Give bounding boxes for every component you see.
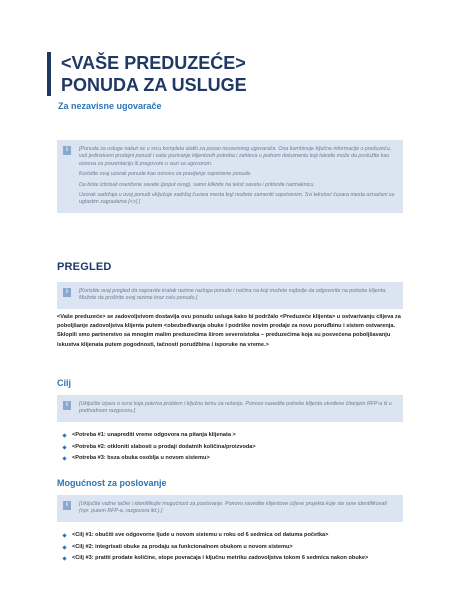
tip-cilj-text: [Uključite izjavu o svrsi koja pokriva problem i ključnu temu za rešenje. Ponovo navedite potrebe klijenta utvrđene čitanjem RFP-a ili u prethodnom razgovoru.] <box>79 401 392 415</box>
tip-mogucnost-text: [Uključite važne tačke i identifikujte mogućnost za poslovanje. Ponovo navedite klijentove ciljeve projekta koje ste rane identifikovali (npr. putem RFP-a, razgovora itd.).] <box>79 501 387 515</box>
info-icon: i <box>63 146 71 155</box>
list-item: <Potreba #2: otkloniti slabosti u prodaji dodatnih količina/proizvoda> <box>62 444 402 452</box>
list-item: <Cilj #2: integrisati obuke za prodaju sa funkcionalnom obukom u novom sistemu> <box>62 544 402 552</box>
document-title: PONUDA ZA USLUGE <box>61 75 247 95</box>
info-icon: i <box>63 288 71 297</box>
tip-intro-paragraph: [Ponuda za usluge nalazi se u srcu kompleta alatki za posao nezavisnog ugovarača. Ona kombinuje ključne informacije o preduzeću, vaš jedinstveni prodajni ponudi i vaše pozivanje klijentovih potreba i zahteva u jednom dokumentu koji takođe može da poslužite kao osnova za prezentaciju ili pregovore u vezi sa ugovorom. <box>79 146 392 167</box>
list-item: <Cilj #3: pratiti prodate količine, stope povraćaja i ključnu metriku zadovoljstva tokom 6 sedmica nakon obuke> <box>62 555 402 563</box>
tip-intro-paragraph: Koristite ovaj uzorak ponude kao osnovu za pravljenje sopstvene ponude. <box>79 171 252 178</box>
list-item: <Potreba #1: unaprediti vreme odgovora na pitanja klijenata > <box>62 432 402 440</box>
tip-intro-paragraph: Uzorak sadržaja u ovoj ponudi uključuje sadržaj čuvara mesta koji možete zameniti sopstvenim. Svi tekstovi čuvara mesta označeni su uglastim zagradama [<>] ] <box>79 192 395 206</box>
cilj-list <box>62 432 402 467</box>
info-icon: i <box>63 401 71 410</box>
pregled-body: <Vaše preduzeće> se zadovoljstvom dostavlja ovu ponudu usluga kako bi podržalo <Preduzeće klijenta> u ostvarivanju ciljeva za poboljšanje zadovoljstva klijenta putem <obezbeđivanja obuke i podrške novim prodaje za novu poruđbinu i sistem ostvarenja. Sklopili smo partnerstvo sa mnogim malim preduzećima širom severoistoka – preduzećima koja su posvećena poboljšavanju iskustva klijenata putem pogodnosti, tačnosti porudžbina i isporuke na vreme.> <box>57 314 401 348</box>
tip-cilj <box>57 395 403 422</box>
heading-pregled: PREGLED <box>57 261 112 273</box>
list-item: <Potreba #3: bsza obuka osoblja u novom sistemu> <box>62 455 402 463</box>
tip-pregled-text: [Koristite ovaj pregled da napravite kratak rezime razloga ponude i načina na koji možete najbolje da odgovorite na potrebe klijenta. Možete da proširite ovaj rezime kroz celu ponudu.] <box>79 288 387 302</box>
tip-intro-paragraph: Da biste izbrisali osenčene savete (poput ovog), samo kliknite na tekst saveta i pritisnite razmaknicu. <box>79 181 315 188</box>
mogucnost-list <box>62 532 402 567</box>
tip-mogucnost <box>57 495 403 522</box>
company-name: <VAŠE PREDUZEĆE> <box>61 53 246 73</box>
heading-cilj: Cilj <box>57 378 72 388</box>
title-block <box>47 52 441 96</box>
tip-pregled <box>57 282 403 309</box>
document-subtitle: Za nezavisne ugovarače <box>58 101 162 111</box>
tip-intro <box>57 140 403 213</box>
list-item: <Cilj #1: obučiti sve odgovorne ljude u novom sistemu u roku od 6 sedmica od datuma početka> <box>62 532 402 540</box>
heading-mogucnost: Mogućnost za poslovanje <box>57 478 167 488</box>
info-icon: i <box>63 501 71 510</box>
